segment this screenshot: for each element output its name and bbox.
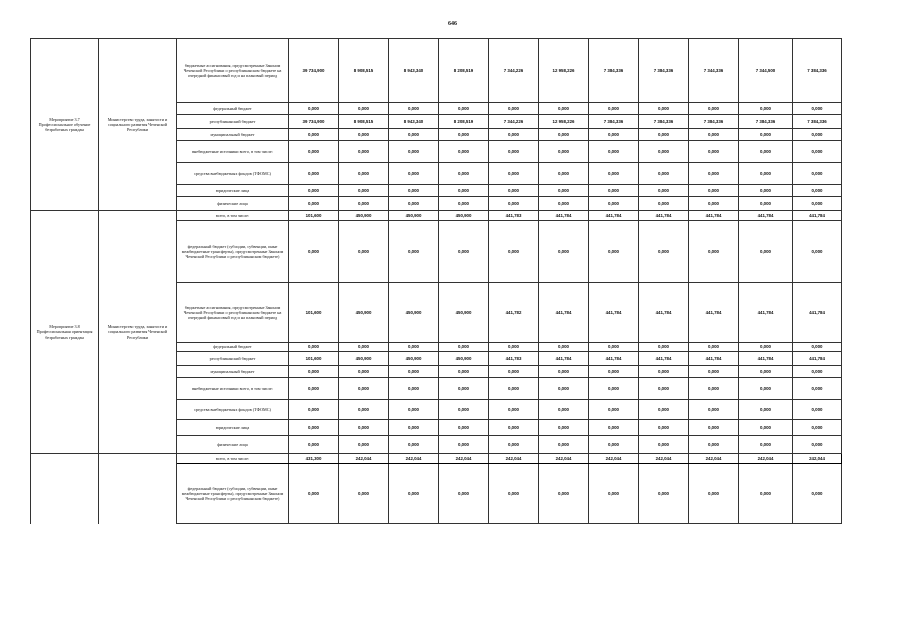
funding-source-cell: внебюджетные источники всего, в том числе: — [177, 378, 289, 400]
amount-cell: 0,000 — [589, 221, 639, 283]
amount-cell: 0,000 — [489, 378, 539, 400]
amount-cell: 0,000 — [439, 378, 489, 400]
funding-source-cell: бюджетные ассигнования, предусмотренные Законом Чеченской Республики о республиканском бюджете на очередной финансовый год и на плановый период — [177, 39, 289, 103]
amount-cell: 0,000 — [289, 163, 339, 185]
amount-cell: 0,000 — [539, 343, 589, 352]
funding-source-cell: внебюджетные источники всего, в том числе: — [177, 141, 289, 163]
amount-cell: 0,000 — [489, 400, 539, 420]
amount-cell: 0,000 — [589, 129, 639, 141]
amount-cell: 0,000 — [589, 436, 639, 454]
amount-cell: 0,000 — [689, 464, 739, 524]
amount-cell: 0,000 — [539, 197, 589, 211]
amount-cell: 12 958,226 — [539, 39, 589, 103]
amount-cell: 0,000 — [793, 103, 842, 115]
amount-cell: 0,000 — [589, 464, 639, 524]
amount-cell: 0,000 — [339, 464, 389, 524]
amount-cell: 0,000 — [439, 197, 489, 211]
amount-cell: 0,000 — [439, 163, 489, 185]
amount-cell: 0,000 — [589, 420, 639, 436]
amount-cell: 0,000 — [289, 366, 339, 378]
amount-cell: 0,000 — [639, 420, 689, 436]
amount-cell: 0,000 — [639, 221, 689, 283]
amount-cell: 0,000 — [289, 129, 339, 141]
amount-cell: 441,784 — [589, 352, 639, 366]
amount-cell: 0,000 — [639, 185, 689, 197]
amount-cell: 7 344,500 — [739, 39, 793, 103]
amount-cell: 431,300 — [289, 454, 339, 464]
amount-cell: 0,000 — [439, 436, 489, 454]
amount-cell: 242,044 — [439, 454, 489, 464]
amount-cell: 0,000 — [639, 378, 689, 400]
amount-cell: 0,000 — [739, 129, 793, 141]
funding-source-cell: физические лица — [177, 197, 289, 211]
amount-cell: 0,000 — [289, 436, 339, 454]
amount-cell: 8 943,340 — [389, 115, 439, 129]
amount-cell: 0,000 — [289, 141, 339, 163]
amount-cell: 441,784 — [689, 352, 739, 366]
measure-name-cell — [31, 454, 99, 524]
funding-source-cell: всего, в том числе: — [177, 211, 289, 221]
amount-cell: 0,000 — [793, 141, 842, 163]
amount-cell: 0,000 — [389, 141, 439, 163]
amount-cell: 0,000 — [339, 343, 389, 352]
amount-cell: 7 384,336 — [793, 39, 842, 103]
table-row — [31, 39, 842, 103]
amount-cell: 101,600 — [289, 352, 339, 366]
amount-cell: 8 208,519 — [439, 39, 489, 103]
amount-cell: 0,000 — [339, 420, 389, 436]
amount-cell: 242,044 — [539, 454, 589, 464]
amount-cell: 0,000 — [739, 185, 793, 197]
amount-cell: 0,000 — [439, 400, 489, 420]
amount-cell: 0,000 — [289, 420, 339, 436]
amount-cell: 0,000 — [489, 464, 539, 524]
amount-cell: 441,784 — [689, 211, 739, 221]
funding-source-cell: бюджетные ассигнования, предусмотренные Законом Чеченской Республики о республиканском бюджете на очередной финансовый год и на плановый период — [177, 283, 289, 343]
amount-cell: 0,000 — [439, 343, 489, 352]
amount-cell: 0,000 — [539, 366, 589, 378]
amount-cell: 0,000 — [439, 464, 489, 524]
amount-cell: 0,000 — [689, 129, 739, 141]
amount-cell: 0,000 — [439, 420, 489, 436]
amount-cell: 0,000 — [589, 343, 639, 352]
amount-cell: 0,000 — [339, 129, 389, 141]
amount-cell: 441,784 — [739, 352, 793, 366]
amount-cell: 7 384,336 — [793, 115, 842, 129]
funding-source-cell: федеральный бюджет (субсидии, субвенции, иные межбюджетные трансферты), предусмотренные Законом Чеченской Республики о республиканском бюджете) — [177, 221, 289, 283]
amount-cell: 0,000 — [589, 378, 639, 400]
table-body — [31, 39, 842, 524]
amount-cell: 0,000 — [289, 343, 339, 352]
amount-cell: 450,900 — [339, 352, 389, 366]
amount-cell: 0,000 — [539, 420, 589, 436]
amount-cell: 0,000 — [589, 366, 639, 378]
budget-table — [30, 38, 842, 524]
amount-cell: 0,000 — [339, 103, 389, 115]
amount-cell: 0,000 — [339, 378, 389, 400]
amount-cell: 0,000 — [793, 163, 842, 185]
amount-cell: 450,900 — [439, 211, 489, 221]
measure-name-cell: Мероприятие 3.8 Профессиональная ориентация безработных граждан — [31, 211, 99, 454]
amount-cell: 441,784 — [793, 211, 842, 221]
amount-cell: 0,000 — [639, 366, 689, 378]
amount-cell: 0,000 — [739, 464, 793, 524]
amount-cell: 0,000 — [689, 420, 739, 436]
funding-source-cell: федеральный бюджет — [177, 103, 289, 115]
amount-cell: 101,600 — [289, 211, 339, 221]
amount-cell: 0,000 — [739, 436, 793, 454]
funding-source-cell: средства внебюджетных фондов (ТФОМС) — [177, 163, 289, 185]
funding-source-cell: муниципальный бюджет — [177, 366, 289, 378]
amount-cell: 0,000 — [739, 400, 793, 420]
amount-cell: 0,000 — [793, 197, 842, 211]
amount-cell: 441,784 — [639, 283, 689, 343]
amount-cell: 0,000 — [639, 103, 689, 115]
table-row — [31, 454, 842, 464]
amount-cell: 0,000 — [339, 185, 389, 197]
amount-cell: 0,000 — [739, 103, 793, 115]
amount-cell: 0,000 — [739, 366, 793, 378]
amount-cell: 0,000 — [389, 343, 439, 352]
amount-cell: 8 208,519 — [439, 115, 489, 129]
amount-cell: 242,044 — [639, 454, 689, 464]
amount-cell: 441,784 — [539, 211, 589, 221]
amount-cell: 450,900 — [339, 283, 389, 343]
amount-cell: 7 384,336 — [639, 39, 689, 103]
amount-cell: 39 734,900 — [289, 39, 339, 103]
amount-cell: 0,000 — [289, 197, 339, 211]
amount-cell: 7 384,336 — [639, 115, 689, 129]
amount-cell: 441,783 — [489, 352, 539, 366]
funding-source-cell: республиканский бюджет — [177, 115, 289, 129]
amount-cell: 0,000 — [739, 197, 793, 211]
amount-cell: 242,044 — [689, 454, 739, 464]
amount-cell: 0,000 — [793, 420, 842, 436]
amount-cell: 0,000 — [793, 185, 842, 197]
amount-cell: 0,000 — [639, 436, 689, 454]
amount-cell: 0,000 — [639, 343, 689, 352]
amount-cell: 0,000 — [389, 464, 439, 524]
amount-cell: 0,000 — [389, 436, 439, 454]
amount-cell: 0,000 — [589, 400, 639, 420]
amount-cell: 0,000 — [589, 197, 639, 211]
amount-cell: 441,784 — [589, 283, 639, 343]
amount-cell: 0,000 — [739, 141, 793, 163]
amount-cell: 0,000 — [389, 197, 439, 211]
amount-cell: 0,000 — [689, 378, 739, 400]
amount-cell: 0,000 — [793, 378, 842, 400]
amount-cell: 0,000 — [489, 343, 539, 352]
amount-cell: 441,782 — [489, 283, 539, 343]
table-row — [31, 211, 842, 221]
amount-cell: 0,000 — [339, 436, 389, 454]
amount-cell: 0,000 — [739, 163, 793, 185]
amount-cell: 0,000 — [439, 366, 489, 378]
amount-cell: 0,000 — [639, 163, 689, 185]
amount-cell: 0,000 — [439, 185, 489, 197]
amount-cell: 441,784 — [539, 352, 589, 366]
measure-name-cell: Мероприятие 3.7 Профессиональное обучение безработных граждан — [31, 39, 99, 211]
amount-cell: 242,044 — [339, 454, 389, 464]
amount-cell: 8 908,515 — [339, 115, 389, 129]
amount-cell: 0,000 — [793, 129, 842, 141]
amount-cell: 0,000 — [439, 103, 489, 115]
funding-source-cell: всего, в том числе: — [177, 454, 289, 464]
amount-cell: 0,000 — [639, 464, 689, 524]
amount-cell: 0,000 — [489, 103, 539, 115]
amount-cell: 450,900 — [389, 352, 439, 366]
amount-cell: 0,000 — [539, 163, 589, 185]
funding-source-cell: юридические лица — [177, 185, 289, 197]
amount-cell: 0,000 — [793, 343, 842, 352]
funding-source-cell: муниципальный бюджет — [177, 129, 289, 141]
amount-cell: 0,000 — [489, 185, 539, 197]
amount-cell: 0,000 — [689, 366, 739, 378]
amount-cell: 0,000 — [589, 163, 639, 185]
amount-cell: 0,000 — [389, 400, 439, 420]
amount-cell: 0,000 — [489, 129, 539, 141]
amount-cell: 0,000 — [389, 366, 439, 378]
amount-cell: 0,000 — [439, 221, 489, 283]
amount-cell: 0,000 — [589, 185, 639, 197]
amount-cell: 101,600 — [289, 283, 339, 343]
amount-cell: 0,000 — [289, 400, 339, 420]
amount-cell: 7 384,336 — [589, 115, 639, 129]
amount-cell: 0,000 — [339, 197, 389, 211]
amount-cell: 441,784 — [639, 211, 689, 221]
amount-cell: 0,000 — [689, 221, 739, 283]
amount-cell: 0,000 — [689, 400, 739, 420]
amount-cell: 0,000 — [489, 197, 539, 211]
amount-cell: 0,000 — [589, 103, 639, 115]
amount-cell: 0,000 — [589, 141, 639, 163]
amount-cell: 0,000 — [489, 436, 539, 454]
amount-cell: 441,784 — [739, 283, 793, 343]
amount-cell: 7 384,336 — [589, 39, 639, 103]
amount-cell: 8 943,340 — [389, 39, 439, 103]
amount-cell: 242,044 — [793, 454, 842, 464]
amount-cell: 0,000 — [639, 129, 689, 141]
amount-cell: 0,000 — [289, 464, 339, 524]
amount-cell: 0,000 — [689, 197, 739, 211]
amount-cell: 0,000 — [389, 163, 439, 185]
amount-cell: 0,000 — [539, 221, 589, 283]
amount-cell: 0,000 — [793, 436, 842, 454]
amount-cell: 0,000 — [389, 129, 439, 141]
amount-cell: 450,900 — [439, 352, 489, 366]
amount-cell: 0,000 — [389, 185, 439, 197]
amount-cell: 0,000 — [689, 185, 739, 197]
funding-source-cell: федеральный бюджет — [177, 343, 289, 352]
amount-cell: 0,000 — [689, 103, 739, 115]
amount-cell: 0,000 — [739, 420, 793, 436]
amount-cell: 0,000 — [689, 163, 739, 185]
amount-cell: 0,000 — [739, 378, 793, 400]
amount-cell: 441,784 — [689, 283, 739, 343]
amount-cell: 0,000 — [539, 141, 589, 163]
amount-cell: 441,784 — [793, 283, 842, 343]
amount-cell: 0,000 — [539, 129, 589, 141]
amount-cell: 0,000 — [689, 436, 739, 454]
amount-cell: 0,000 — [539, 185, 589, 197]
amount-cell: 0,000 — [389, 103, 439, 115]
amount-cell: 0,000 — [289, 378, 339, 400]
amount-cell: 441,784 — [589, 211, 639, 221]
amount-cell: 242,044 — [489, 454, 539, 464]
amount-cell: 0,000 — [689, 343, 739, 352]
executor-cell — [99, 454, 177, 524]
amount-cell: 450,900 — [439, 283, 489, 343]
amount-cell: 0,000 — [793, 464, 842, 524]
amount-cell: 450,900 — [389, 283, 439, 343]
amount-cell: 0,000 — [489, 141, 539, 163]
amount-cell: 0,000 — [339, 366, 389, 378]
amount-cell: 0,000 — [639, 197, 689, 211]
amount-cell: 0,000 — [739, 343, 793, 352]
amount-cell: 0,000 — [739, 221, 793, 283]
amount-cell: 0,000 — [639, 400, 689, 420]
funding-source-cell: республиканский бюджет — [177, 352, 289, 366]
amount-cell: 39 734,900 — [289, 115, 339, 129]
amount-cell: 0,000 — [793, 366, 842, 378]
amount-cell: 441,784 — [639, 352, 689, 366]
amount-cell: 450,900 — [389, 211, 439, 221]
amount-cell: 0,000 — [489, 366, 539, 378]
funding-source-cell: федеральный бюджет (субсидии, субвенции, иные межбюджетные трансферты), предусмотренные Законом Чеченской Республики о республиканском бюджете) — [177, 464, 289, 524]
funding-source-cell: средства внебюджетных фондов (ТФОМС) — [177, 400, 289, 420]
amount-cell: 0,000 — [639, 141, 689, 163]
amount-cell: 0,000 — [793, 221, 842, 283]
amount-cell: 0,000 — [389, 378, 439, 400]
amount-cell: 242,044 — [739, 454, 793, 464]
amount-cell: 0,000 — [339, 221, 389, 283]
amount-cell: 0,000 — [289, 103, 339, 115]
amount-cell: 0,000 — [539, 103, 589, 115]
amount-cell: 0,000 — [389, 221, 439, 283]
amount-cell: 0,000 — [339, 141, 389, 163]
amount-cell: 0,000 — [539, 464, 589, 524]
amount-cell: 0,000 — [489, 221, 539, 283]
amount-cell: 441,783 — [489, 211, 539, 221]
funding-source-cell: юридические лица — [177, 420, 289, 436]
executor-cell: Министерство труда, занятости и социального развития Чеченской Республики — [99, 39, 177, 211]
amount-cell: 0,000 — [439, 129, 489, 141]
amount-cell: 0,000 — [793, 400, 842, 420]
amount-cell: 7 344,336 — [689, 39, 739, 103]
amount-cell: 0,000 — [489, 163, 539, 185]
amount-cell: 441,784 — [793, 352, 842, 366]
amount-cell: 0,000 — [339, 163, 389, 185]
amount-cell: 0,000 — [339, 400, 389, 420]
amount-cell: 0,000 — [439, 141, 489, 163]
amount-cell: 12 958,226 — [539, 115, 589, 129]
funding-source-cell: физические лица — [177, 436, 289, 454]
amount-cell: 441,784 — [539, 283, 589, 343]
amount-cell: 7 344,226 — [489, 115, 539, 129]
amount-cell: 450,900 — [339, 211, 389, 221]
amount-cell: 0,000 — [289, 221, 339, 283]
amount-cell: 8 908,515 — [339, 39, 389, 103]
amount-cell: 7 384,336 — [689, 115, 739, 129]
amount-cell: 242,044 — [389, 454, 439, 464]
amount-cell: 441,784 — [739, 211, 793, 221]
amount-cell: 0,000 — [289, 185, 339, 197]
amount-cell: 0,000 — [539, 378, 589, 400]
executor-cell: Министерство труда, занятости и социального развития Чеченской Республики — [99, 211, 177, 454]
amount-cell: 7 384,336 — [739, 115, 793, 129]
amount-cell: 7 344,226 — [489, 39, 539, 103]
page-number: 646 — [448, 21, 457, 27]
amount-cell: 0,000 — [689, 141, 739, 163]
amount-cell: 0,000 — [539, 436, 589, 454]
amount-cell: 0,000 — [539, 400, 589, 420]
amount-cell: 0,000 — [489, 420, 539, 436]
amount-cell: 242,044 — [589, 454, 639, 464]
amount-cell: 0,000 — [389, 420, 439, 436]
